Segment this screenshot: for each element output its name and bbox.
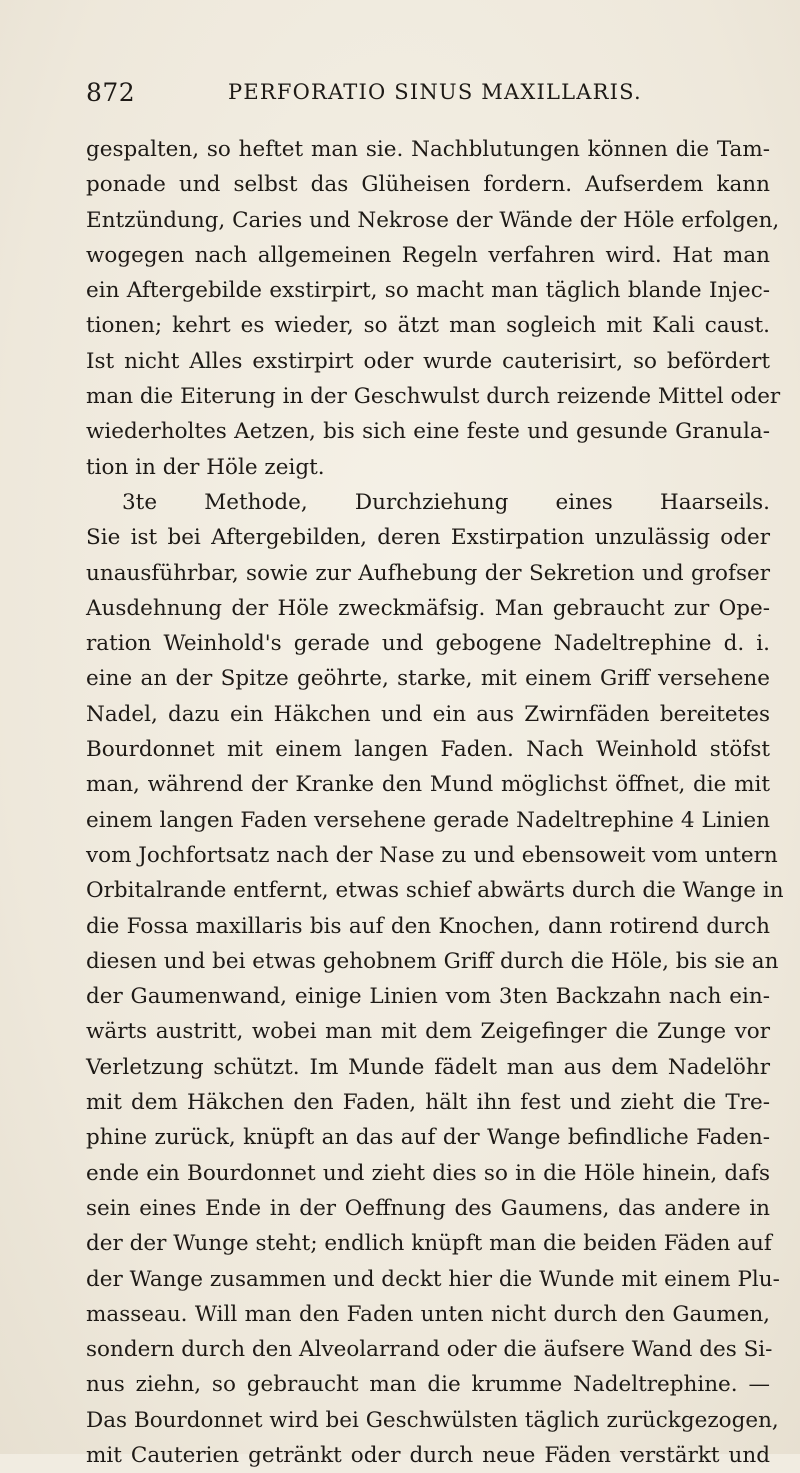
text-line: nus ziehn, so gebraucht man die krumme Nadeltrephine. —: [86, 1372, 770, 1398]
text-line: mit dem Häkchen den Faden, hält ihn fest und zieht die Tre-: [86, 1090, 770, 1116]
text-line: Entzündung, Caries und Nekrose der Wände der Höle erfolgen,: [86, 207, 780, 233]
text-line: phine zurück, knüpft an das auf der Wange befindliche Faden-: [86, 1125, 770, 1151]
text-line: die Fossa maxillaris bis auf den Knochen, dann rotirend durch: [86, 913, 770, 939]
text-line: unausführbar, sowie zur Aufhebung der Sekretion und grofser: [86, 560, 770, 586]
text-line: der Gaumenwand, einige Linien vom 3ten Backzahn nach ein-: [86, 984, 770, 1010]
text-line: einem langen Faden versehene gerade Nadeltrephine 4 Linien: [86, 807, 770, 833]
text-line: man die Eiterung in der Geschwulst durch reizende Mittel oder: [86, 384, 781, 410]
text-line: ende ein Bourdonnet und zieht dies so in die Höle hinein, dafs: [86, 1160, 770, 1186]
page-header: [86, 78, 766, 118]
text-line: Ist nicht Alles exstirpirt oder wurde cauterisirt, so befördert: [86, 348, 770, 374]
text-line: Ausdehnung der Höle zweckmäfsig. Man gebraucht zur Ope-: [86, 595, 770, 621]
text-line: man, während der Kranke den Mund möglichst öffnet, die mit: [86, 772, 770, 798]
text-line: Bourdonnet mit einem langen Faden. Nach Weinhold stöfst: [86, 737, 770, 763]
text-line: Nadel, dazu ein Häkchen und ein aus Zwirnfäden bereitetes: [86, 701, 770, 727]
text-line: vom Jochfortsatz nach der Nase zu und ebensoweit vom untern: [86, 842, 778, 868]
text-line: diesen und bei etwas gehobnem Griff durch die Höle, bis sie an: [86, 948, 779, 974]
text-line: Orbitalrande entfernt, etwas schief abwärts durch die Wange in: [86, 878, 784, 904]
text-line: wiederholtes Aetzen, bis sich eine feste und gesunde Granula-: [86, 419, 770, 445]
text-line: tion in der Höle zeigt.: [86, 454, 325, 480]
running-title: PERFORATIO SINUS MAXILLARIS.: [228, 80, 642, 104]
text-line: Sie ist bei Aftergebilden, deren Exstirpation unzulässig oder: [86, 525, 770, 551]
text-line: ponade und selbst das Glüheisen fordern. Aufserdem kann: [86, 172, 770, 198]
text-line: Verletzung schützt. Im Munde fädelt man aus dem Nadelöhr: [86, 1054, 770, 1080]
text-line: wogegen nach allgemeinen Regeln verfahren wird. Hat man: [86, 242, 770, 268]
text-line: sein eines Ende in der Oeffnung des Gaumens, das andere in: [86, 1195, 770, 1221]
text-line: ein Aftergebilde exstirpirt, so macht man täglich blande Injec-: [86, 278, 770, 304]
text-line: tionen; kehrt es wieder, so ätzt man sogleich mit Kali caust.: [86, 313, 770, 339]
text-line: gespalten, so heftet man sie. Nachblutungen können die Tam-: [86, 137, 770, 162]
text-line: mit Cauterien getränkt oder durch neue Fäden verstärkt und: [86, 1442, 770, 1468]
text-line: eine an der Spitze geöhrte, starke, mit einem Griff versehene: [86, 666, 770, 692]
section-heading-line: 3te Methode, Durchziehung eines Haarseils.: [122, 489, 770, 515]
text-line: masseau. Will man den Faden unten nicht durch den Gaumen,: [86, 1301, 770, 1327]
page-number: 872: [86, 78, 136, 107]
text-line: wärts austritt, wobei man mit dem Zeigefinger die Zunge vor: [86, 1019, 770, 1045]
body-text: [86, 132, 784, 1473]
text-line: sondern durch den Alveolarrand oder die äufsere Wand des Si-: [86, 1337, 773, 1363]
text-line: Das Bourdonnet wird bei Geschwülsten täglich zurückgezogen,: [86, 1407, 779, 1433]
text-line: der Wange zusammen und deckt hier die Wunde mit einem Plu-: [86, 1266, 780, 1292]
text-line: ration Weinhold's gerade und gebogene Nadeltrephine d. i.: [86, 631, 770, 657]
text-line: der der Wunge steht; endlich knüpft man die beiden Fäden auf: [86, 1231, 772, 1257]
